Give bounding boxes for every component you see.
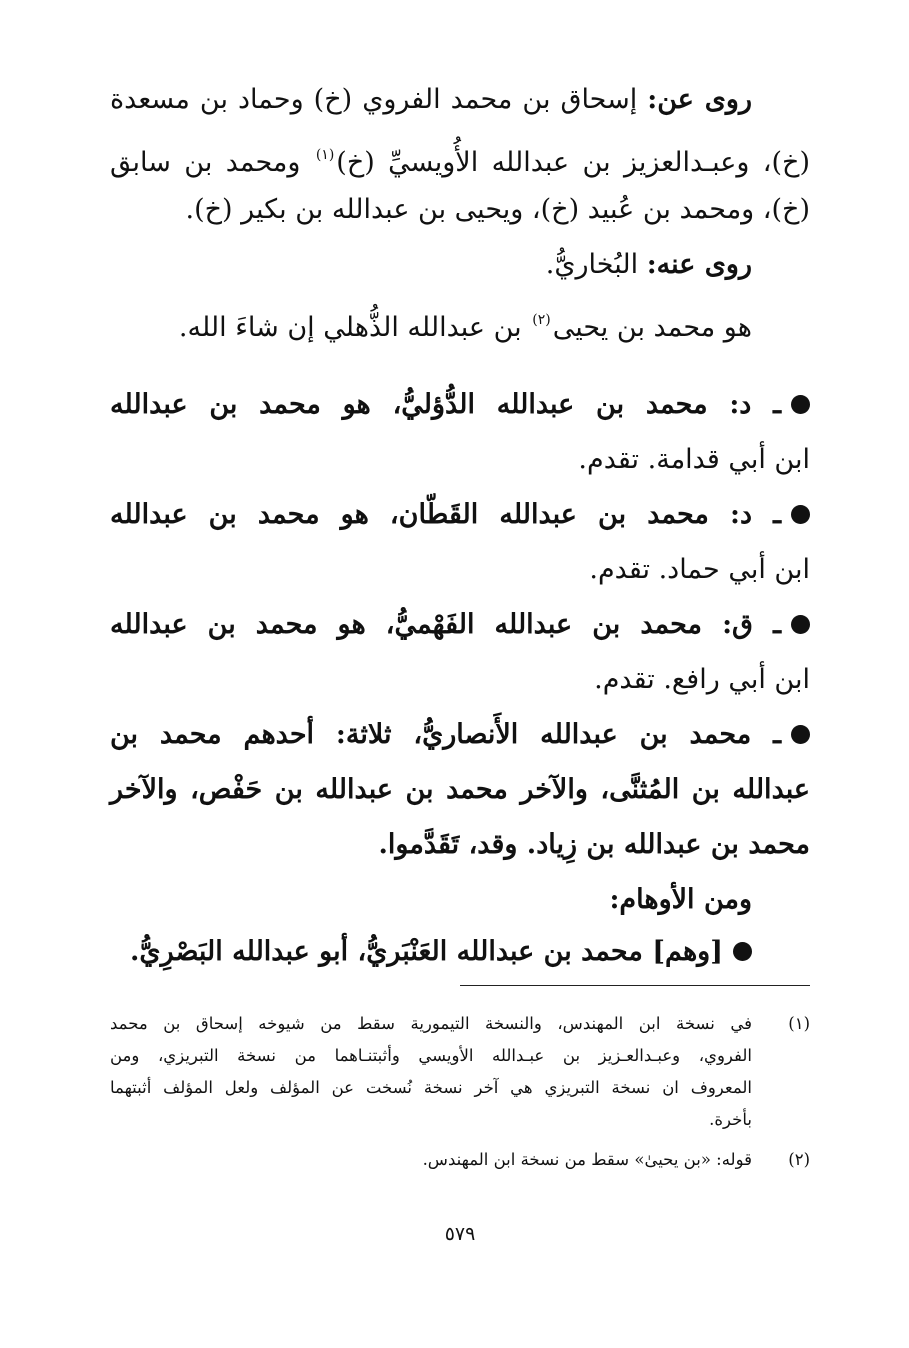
- footnote-2-text-1: قوله: «بن يحيىٰ» سقط من نسخة ابن المهندس.: [422, 1150, 752, 1169]
- narrated-by-line: [110, 245, 752, 285]
- narrated-by-label: روى عنه:: [646, 249, 752, 280]
- footnote-separator: [460, 985, 810, 986]
- entry-qattan-text-1: ـ د: محمد بن عبدالله القَطّان، هو محمد بن عبدالله: [110, 499, 781, 530]
- entry-qattan-line-2: [110, 550, 810, 590]
- footnote-1-number: (١): [788, 1014, 810, 1033]
- book-page: [110, 70, 810, 1290]
- narrated-from-text-2a: (خ)، وعبـدالعزيز بن عبدالله الأُويسيِّ (خ): [336, 147, 811, 178]
- entry-duali-line-2: [110, 440, 810, 480]
- identity-line: [110, 300, 752, 348]
- narrated-from-text-1: إسحاق بن محمد الفروي (خ) وحماد بن مسعدة: [110, 84, 638, 115]
- entry-qattan-line-1: [110, 495, 810, 535]
- entry-fahmi-line-1: [110, 605, 810, 645]
- entry-duali-text-2: ابن أبي قدامة. تقدم.: [578, 444, 810, 475]
- bullet-icon: [733, 942, 752, 961]
- footnote-ref-2: (٢): [532, 312, 551, 328]
- footnote-ref-1: (١): [315, 147, 335, 163]
- entry-duali-text-1: ـ د: محمد بن عبدالله الدُّؤليُّ، هو محمد بن عبدالله: [110, 389, 781, 420]
- bullet-icon: [791, 395, 810, 414]
- entry-anbari-line: [110, 932, 752, 972]
- narrated-from-text-2b: ومحمد بن سابق: [110, 147, 301, 178]
- errors-heading-text: ومن الأوهام:: [609, 884, 752, 915]
- footnote-1-text-3: المعروف ان نسخة التبريزي هي آخر نسخة نُسخت عن المؤلف ولعل المؤلف أثبتهما: [110, 1078, 752, 1097]
- entry-fahmi-text-2: ابن أبي رافع. تقدم.: [594, 664, 810, 695]
- entry-ansari-text-1: ـ محمد بن عبدالله الأَنصاريُّ، ثلاثة: أحدهم محمد بن: [110, 719, 781, 750]
- narrated-from-line-2: [110, 135, 810, 183]
- entry-anbari-text: [وهم] محمد بن عبدالله العَنْبَريُّ، أبو عبدالله البَصْرِيُّ.: [130, 936, 723, 967]
- narrated-from-label: روى عن:: [647, 84, 752, 115]
- entry-ansari-line-2: [110, 770, 810, 810]
- narrated-from-text-3: (خ)، ومحمد بن عُبيد (خ)، ويحيى بن عبدالله بن بكير (خ).: [185, 194, 810, 225]
- entry-ansari-line-1: [110, 715, 810, 755]
- narrated-from-line-1: [110, 80, 752, 120]
- entry-fahmi-text-1: ـ ق: محمد بن عبدالله الفَهْميُّ، هو محمد بن عبدالله: [110, 609, 781, 640]
- bullet-icon: [791, 505, 810, 524]
- narrated-by-text: البُخاريُّ.: [545, 249, 639, 280]
- entry-fahmi-line-2: [110, 660, 810, 700]
- entry-qattan-text-2: ابن أبي حماد. تقدم.: [589, 554, 810, 585]
- bullet-icon: [791, 725, 810, 744]
- footnote-1-text-2: الفروي، وعبـدالعـزيز بن عبـدالله الأويسي وأثبتنـاهما من نسخة التبريزي، ومن: [110, 1046, 752, 1065]
- footnote-2-number: (٢): [788, 1150, 810, 1169]
- footnote-1-text-4: بأخرة.: [709, 1110, 752, 1129]
- entry-ansari-text-2: عبدالله بن المُثنَّى، والآخر محمد بن عبدالله بن حَفْص، والآخر: [110, 774, 810, 805]
- entry-ansari-line-3: [110, 825, 810, 865]
- entry-ansari-text-3: محمد بن عبدالله بن زِياد. وقد، تَقَدَّموا.: [378, 829, 810, 860]
- bullet-icon: [791, 615, 810, 634]
- entry-duali-line-1: [110, 385, 810, 425]
- identity-text-a: هو محمد بن يحيى: [552, 312, 752, 343]
- page-number: ٥٧٩: [444, 1223, 476, 1245]
- footnote-1-text-1: في نسخة ابن المهندس، والنسخة التيمورية سقط من شيوخه إسحاق بن محمد: [110, 1014, 752, 1033]
- errors-heading: [110, 880, 752, 920]
- identity-text-b: بن عبدالله الذُّهلي إن شاءَ الله.: [178, 312, 522, 343]
- narrated-from-line-3: [110, 190, 810, 230]
